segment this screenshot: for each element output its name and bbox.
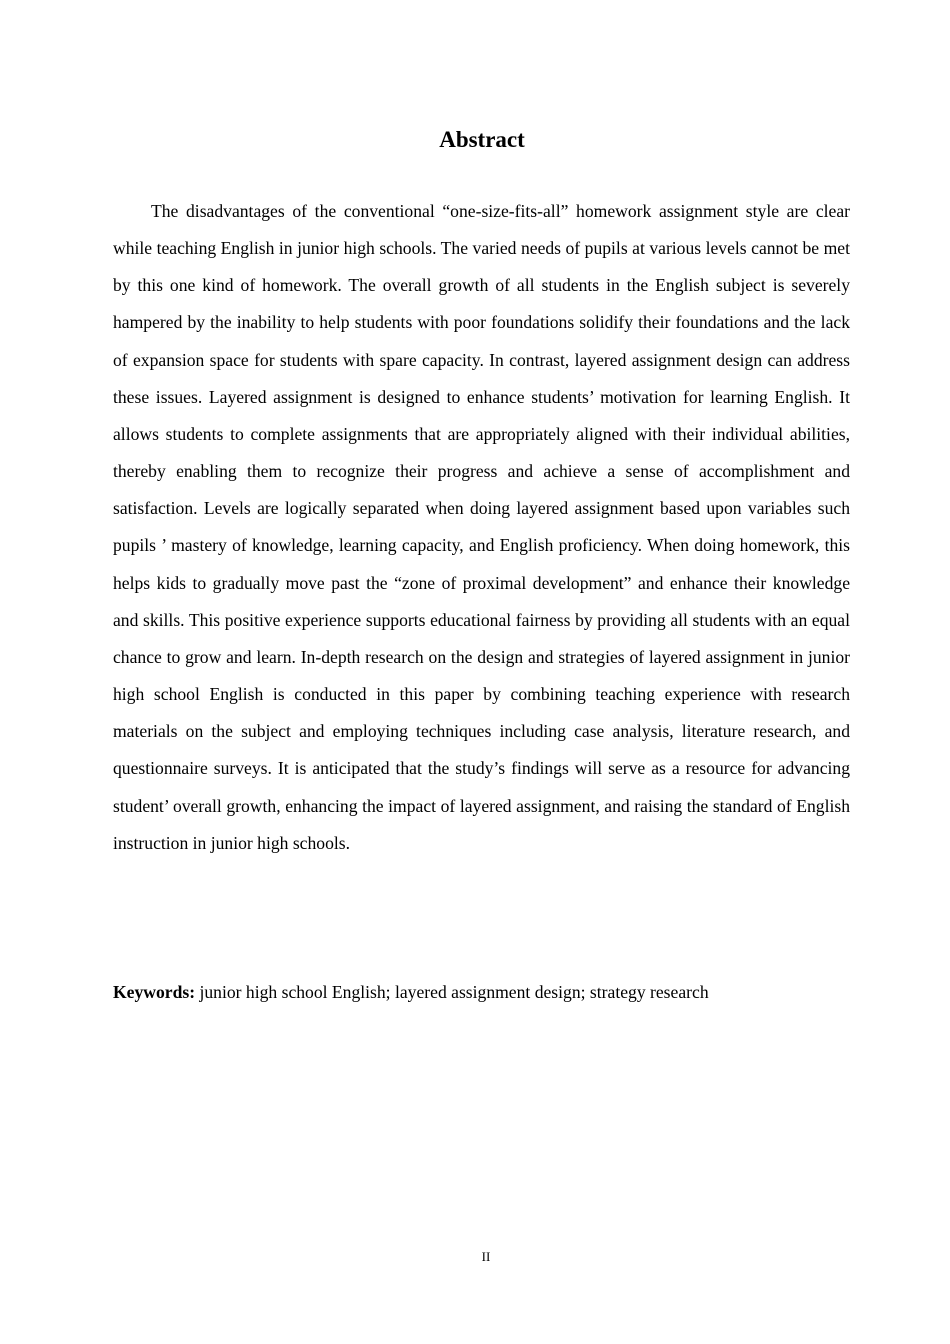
page-number: II	[481, 1249, 491, 1264]
abstract-title: Abstract	[439, 127, 525, 152]
keywords-label: Keywords:	[113, 982, 196, 1002]
keywords-text: junior high school English; layered assignment design; strategy research	[195, 982, 709, 1002]
keywords-line	[113, 974, 850, 1011]
abstract-body: The disadvantages of the conventional “one-size-fits-all” homework assignment style are clear while teaching English in junior high schools. The varied needs of pupils at various levels cannot be met by this one kind of homework. The overall growth of all students in the English subject is severely hampered by the inability to help students with poor foundations solidify their foundations and the lack of expansion space for students with spare capacity. In contrast, layered assignment design can address these issues. Layered assignment is designed to enhance students’ motivation for learning English. It allows students to complete assignments that are appropriately aligned with their individual abilities, thereby enabling them to recognize their progress and achieve a sense of accomplishment and satisfaction. Levels are logically separated when doing layered assignment based upon variables such pupils ’ mastery of knowledge, learning capacity, and English proficiency. When doing homework, this helps kids to gradually move past the “zone of proximal development” and enhance their knowledge and skills. This positive experience supports educational fairness by providing all students with an equal chance to grow and learn. In-depth research on the design and strategies of layered assignment in junior high school English is conducted in this paper by combining teaching experience with research materials on the subject and employing techniques including case analysis, literature research, and questionnaire surveys. It is anticipated that the study’s findings will serve as a resource for advancing student’ overall growth, enhancing the impact of layered assignment, and raising the standard of English instruction in junior high schools.	[113, 201, 850, 853]
